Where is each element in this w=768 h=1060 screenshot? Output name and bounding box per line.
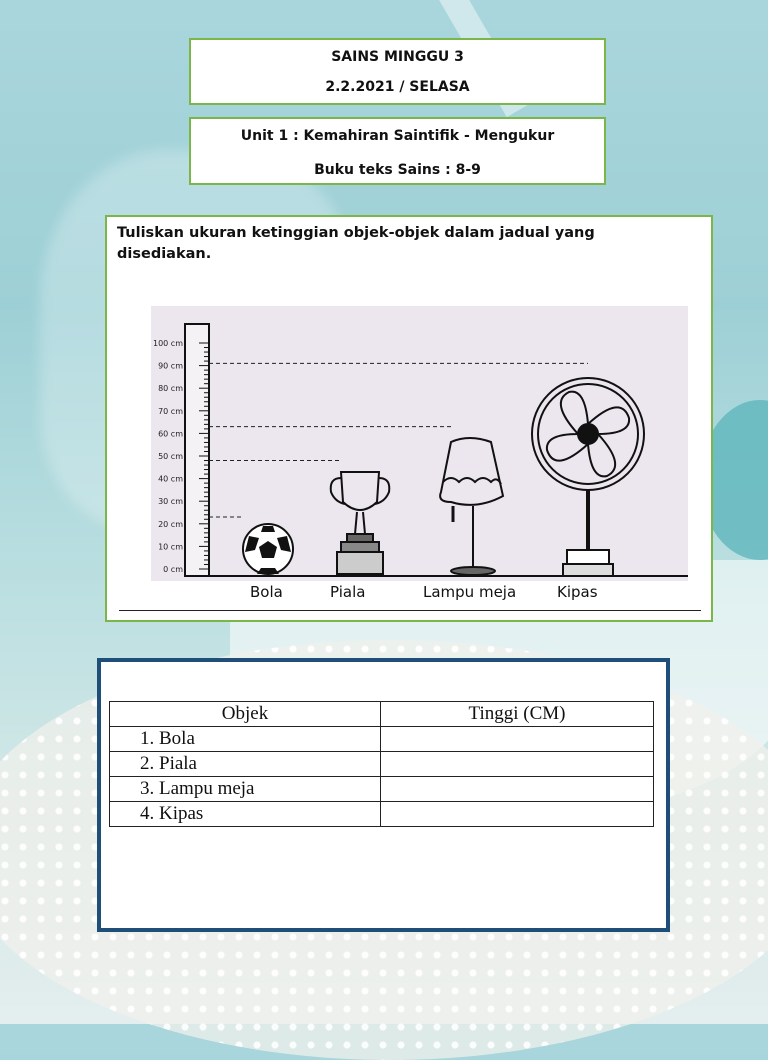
object-label: Kipas <box>557 583 598 601</box>
object-cell: 2. Piala <box>110 752 381 777</box>
column-header-object: Objek <box>110 702 381 727</box>
object-cell: 1. Bola <box>110 727 381 752</box>
date-day: 2.2.2021 / SELASA <box>325 79 470 95</box>
column-header-height: Tinggi (CM) <box>381 702 654 727</box>
table-row <box>110 777 654 802</box>
title-box <box>189 38 606 105</box>
answer-line <box>119 610 701 611</box>
unit-title: Unit 1 : Kemahiran Saintifik - Mengukur <box>240 128 555 144</box>
lamp-drawing <box>440 438 503 575</box>
trophy-drawing <box>331 472 390 574</box>
ruler-tick-label: 90 cm <box>158 361 183 371</box>
ruler-tick-label: 50 cm <box>158 452 183 461</box>
measurement-illustration <box>151 306 688 581</box>
object-label: Bola <box>250 583 283 601</box>
table-header-row <box>110 702 654 727</box>
ruler-tick-labels <box>153 339 183 574</box>
instruction-text: Tuliskan ukuran ketinggian objek-objek dalam jadual yang disediakan. <box>117 225 595 262</box>
object-label: Piala <box>330 583 366 601</box>
answer-table <box>109 701 654 827</box>
ruler-tick-label: 30 cm <box>158 497 183 507</box>
ruler-tick-label: 0 cm <box>163 565 183 574</box>
ruler-tick-label: 80 cm <box>158 384 183 394</box>
height-answer-cell[interactable] <box>381 727 654 752</box>
ruler-tick-label: 60 cm <box>158 429 183 439</box>
ruler-body <box>185 324 209 576</box>
answer-table-box <box>97 658 670 932</box>
object-cell: 3. Lampu meja <box>110 777 381 802</box>
height-answer-cell[interactable] <box>381 752 654 777</box>
textbook-reference: Buku teks Sains : 8-9 <box>314 162 481 178</box>
task-box <box>105 215 713 622</box>
ruler-tick-label: 10 cm <box>158 542 183 552</box>
object-label: Lampu meja <box>423 583 517 601</box>
ball-drawing <box>243 524 293 574</box>
height-guide-lines <box>209 363 588 517</box>
fan-drawing <box>532 378 644 576</box>
ruler-tick-label: 100 cm <box>152 339 183 348</box>
week-title: SAINS MINGGU 3 <box>331 49 464 65</box>
ruler-tick-label: 40 cm <box>158 474 183 484</box>
height-answer-cell[interactable] <box>381 777 654 802</box>
ruler-tick-label: 70 cm <box>158 406 183 416</box>
table-row <box>110 802 654 827</box>
ruler <box>185 324 209 576</box>
table-row <box>110 727 654 752</box>
measurement-picture <box>151 306 688 581</box>
unit-box <box>189 117 606 185</box>
ruler-tick-label: 20 cm <box>158 519 183 529</box>
height-answer-cell[interactable] <box>381 802 654 827</box>
table-row <box>110 752 654 777</box>
object-cell: 4. Kipas <box>110 802 381 827</box>
